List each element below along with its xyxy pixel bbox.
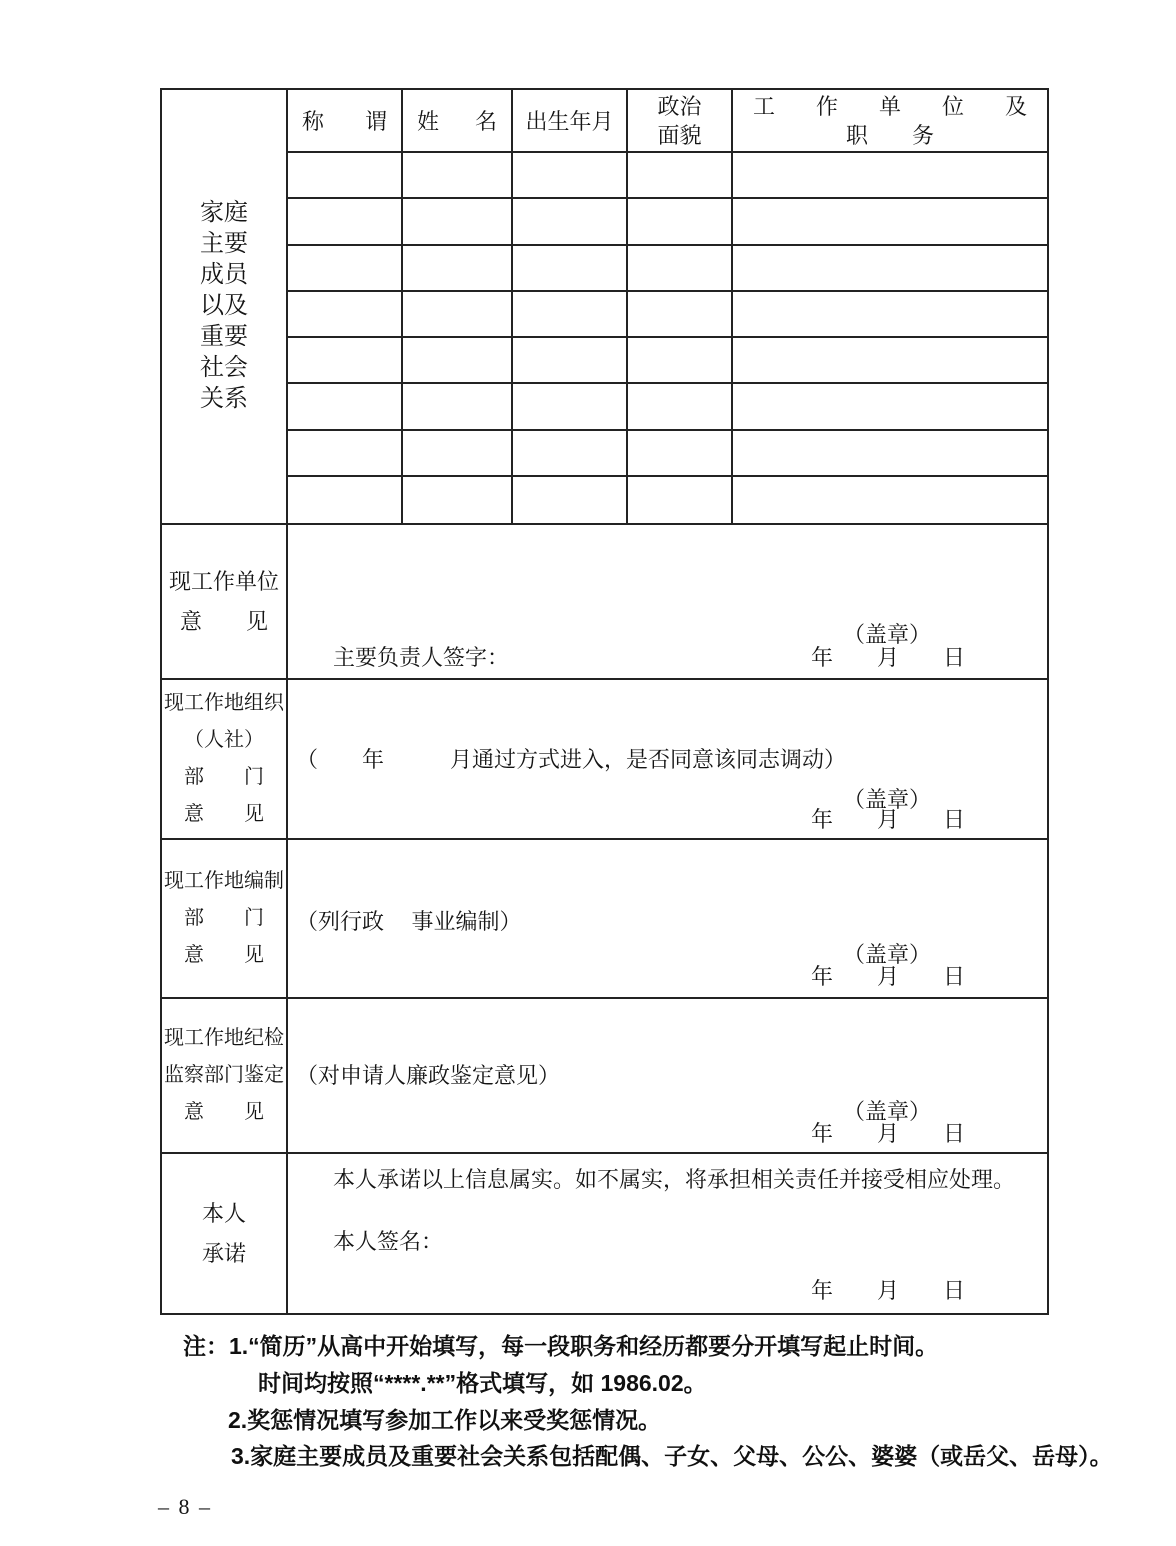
family-table-cell <box>733 431 1047 477</box>
label-line: 本人 <box>201 1200 246 1226</box>
section-establishment-opinion <box>162 838 1047 997</box>
label-line: 部 门 <box>184 907 264 929</box>
label-line: 关系 <box>200 386 248 412</box>
family-table-cell <box>733 292 1047 338</box>
family-table-cell <box>733 384 1047 430</box>
header-cell-work-unit <box>733 90 1047 153</box>
family-table-cell <box>403 153 513 199</box>
section-body <box>288 999 1047 1152</box>
family-table-cell <box>628 292 733 338</box>
date-line: 年 月 日 <box>811 1121 966 1146</box>
section-label <box>162 999 288 1152</box>
signature-label: 主要负责人签字： <box>333 645 510 670</box>
family-table-cell <box>288 384 403 430</box>
label-line: （人社） <box>184 729 264 751</box>
entry-method-note: （ 年 月通过方式进入，是否同意该同志调动） <box>296 747 847 772</box>
family-members-row-label <box>162 90 288 523</box>
section-body <box>288 680 1047 838</box>
header-label: 职 务 <box>845 122 934 148</box>
family-table-cell <box>403 338 513 384</box>
label-line: 监察部门鉴定 <box>164 1064 284 1086</box>
label-line: 承诺 <box>201 1240 246 1266</box>
family-table-cell <box>403 199 513 245</box>
section-body <box>288 840 1047 997</box>
footnote-line: 时间均按照“****.**”格式填写，如 1986.02。 <box>258 1370 707 1396</box>
family-table-cell <box>513 477 628 523</box>
family-table-cell <box>628 199 733 245</box>
family-table-cell <box>733 338 1047 384</box>
family-table-cell <box>403 292 513 338</box>
label-line: 现工作地编制 <box>164 870 284 892</box>
label-line: 意 见 <box>184 1101 264 1123</box>
label-line: 家庭 <box>200 200 248 226</box>
family-table-cell <box>403 431 513 477</box>
family-members-section <box>162 90 1047 523</box>
family-table-cell <box>513 338 628 384</box>
seal-placeholder: （盖章） <box>843 1099 932 1124</box>
family-table-cell <box>513 431 628 477</box>
section-body <box>288 1154 1047 1313</box>
family-table-cell <box>513 246 628 292</box>
label-line: 重要 <box>200 324 248 350</box>
header-label: 工作单位及 <box>753 93 1027 119</box>
header-label: 称谓 <box>302 109 387 134</box>
commitment-statement: 本人承诺以上信息属实。如不属实，将承担相关责任并接受相应处理。 <box>333 1167 1016 1192</box>
family-table-cell <box>733 477 1047 523</box>
footnote-line: 2.奖惩情况填写参加工作以来受奖惩情况。 <box>228 1407 662 1433</box>
date-line: 年 月 日 <box>811 807 966 832</box>
header-cell-political-status <box>628 90 733 153</box>
family-table-cell <box>628 477 733 523</box>
signature-name-label: 本人签名： <box>333 1229 444 1254</box>
section-unit-opinion <box>162 523 1047 678</box>
family-table-cell <box>733 246 1047 292</box>
family-table-cell <box>513 199 628 245</box>
section-label <box>162 1154 288 1313</box>
header-label: 面貌 <box>657 122 702 148</box>
section-label <box>162 840 288 997</box>
family-table-cell <box>628 153 733 199</box>
family-table-cell <box>403 246 513 292</box>
header-cell-birth-date <box>513 90 628 153</box>
label-line: 意 见 <box>184 803 264 825</box>
date-line: 年 月 日 <box>811 1278 966 1303</box>
family-table-cell <box>288 199 403 245</box>
seal-placeholder: （盖章） <box>843 942 932 967</box>
footnote-line: 3.家庭主要成员及重要社会关系包括配偶、子女、父母、公公、婆婆（或岳父、岳母）。 <box>231 1443 1113 1469</box>
header-label: 出生年月 <box>525 109 614 134</box>
label-line: 意 见 <box>184 944 264 966</box>
family-table-cell <box>403 477 513 523</box>
family-table-cell <box>403 384 513 430</box>
section-label <box>162 525 288 678</box>
family-table-cell <box>513 384 628 430</box>
transfer-approval-table <box>160 88 1049 1315</box>
section-label <box>162 680 288 838</box>
family-table-cell <box>513 153 628 199</box>
header-label: 姓名 <box>417 109 497 134</box>
integrity-appraisal-note: （对申请人廉政鉴定意见） <box>296 1063 561 1088</box>
header-cell-name <box>403 90 513 153</box>
establishment-type-note: （列行政 事业编制） <box>296 909 522 934</box>
section-discipline-opinion <box>162 997 1047 1152</box>
family-table-cell <box>628 431 733 477</box>
footnote-line: 注：1.“简历”从高中开始填写，每一段职务和经历都要分开填写起止时间。 <box>183 1333 939 1359</box>
family-table-cell <box>288 477 403 523</box>
label-line: 社会 <box>200 355 248 381</box>
label-line: 意 见 <box>179 608 268 634</box>
header-label: 政治 <box>657 93 702 119</box>
family-table-cell <box>288 338 403 384</box>
family-table-cell <box>733 199 1047 245</box>
family-table-cell <box>628 338 733 384</box>
family-table-cell <box>288 246 403 292</box>
seal-placeholder: （盖章） <box>843 787 932 812</box>
header-cell-relation <box>288 90 403 153</box>
date-line: 年 月 日 <box>811 964 966 989</box>
label-line: 现工作地纪检 <box>164 1027 284 1049</box>
section-body <box>288 525 1047 678</box>
label-line: 现工作单位 <box>168 568 279 594</box>
family-table-cell <box>513 292 628 338</box>
label-line: 现工作地组织 <box>164 692 284 714</box>
section-personal-commitment <box>162 1152 1047 1313</box>
family-table-cell <box>288 431 403 477</box>
date-line: 年 月 日 <box>811 645 966 670</box>
label-line: 成员 <box>200 262 248 288</box>
family-table-cell <box>733 153 1047 199</box>
family-table-cell <box>628 384 733 430</box>
family-table-cell <box>628 246 733 292</box>
label-line: 部 门 <box>184 766 264 788</box>
page-number: – 8 – <box>158 1494 212 1519</box>
family-table-cell <box>288 153 403 199</box>
section-org-opinion <box>162 678 1047 838</box>
family-table-cell <box>288 292 403 338</box>
label-line: 以及 <box>200 293 248 319</box>
label-line: 主要 <box>200 231 248 257</box>
seal-placeholder: （盖章） <box>843 622 932 647</box>
